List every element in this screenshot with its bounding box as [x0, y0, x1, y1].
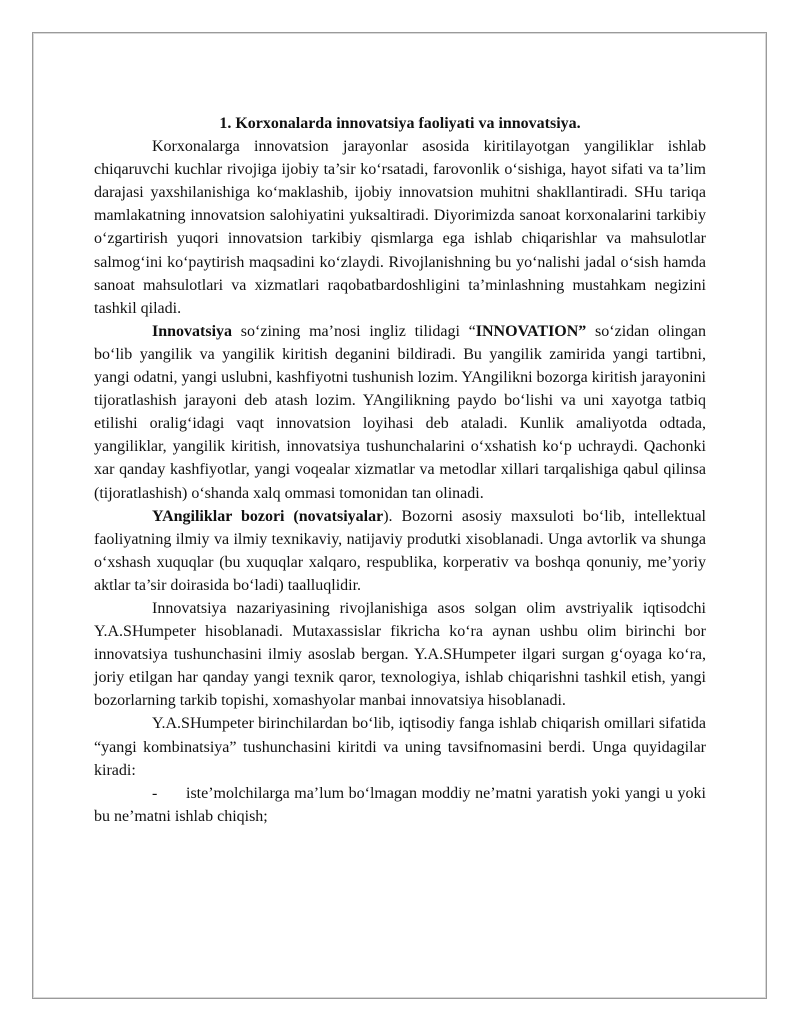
term-innovatsiya: Innovatsiya	[152, 322, 233, 340]
paragraph-text: Korxonalarga innovatsion jarayonlar asosida kiritilayotgan yangiliklar ishlab chiqaruvchi kuchlar rivojiga ijobiy ta’sir ko‘rsatadi, farovonlik o‘sishiga, hayot sifati va ta’lim darajasi yaxshilanishiga ko‘maklashib, ijobiy innovatsion muhitni shakllantiradi. SHu tariqa mamlakatning innovatsion salohiyatini yuksaltiradi. Diyorimizda sanoat korxonalarini tarkibiy o‘zgartirish yuqori innovatsion tarkibiy qismlarga ega ishlab chiqarishlar va mahsulotlar salmog‘ini ko‘paytirish maqsadini ko‘zlaydi. Rivojlanishning bu yo‘nalishi jadal o‘sish hamda sanoat mahsulotlari va xizmatlari raqobatbardoshligini ta’minlashning mustahkam negizini tashkil qiladi.	[94, 138, 706, 317]
paragraph-text: Y.A.SHumpeter birinchilardan bo‘lib, iqtisodiy fanga ishlab chiqarish omillari sifatida “yangi kombinatsiya” tushunchasini kiritdi va uning tavsifnomasini berdi. Unga quyidagilar kiradi:	[94, 715, 706, 779]
term-yangiliklar-bozori: YAngiliklar bozori (novatsiyalar	[152, 507, 384, 525]
term-innovation: INNOVATION”	[475, 322, 587, 340]
paragraph-text: so‘zining ma’nosi ingliz tilidagi “	[232, 322, 476, 340]
section-heading: 1. Korxonalarda innovatsiya faoliyati va innovatsiya.	[219, 115, 581, 132]
list-dash: -	[152, 784, 158, 802]
paragraph-4	[94, 597, 706, 712]
paragraph-text: so‘zidan olingan bo‘lib yangilik va yangilik kiritish deganini bildiradi. Bu yangilik zamirida yangi tartibni, yangi odatni, yangi uslubni, kashfiyotni tushunish lozim. YAngilikni bozorga kiritish jarayonini tijoratlashish jarayoni deb atash lozim. YAngilikning paydo bo‘lishi va uni xayotga tatbiq etilishi oralig‘idagi vaqt innovatsion loyihasi deb ataladi. Kunlik amaliyotda odtada, yangiliklar, yangilik kiritish, innovatsiya tushunchalarini o‘xshatish ko‘p uchraydi. Qachonki xar qanday kashfiyotlar, yangi voqealar xizmatlar va metodlar xillari tarqalishiga qabul qilinsa (tijoratlashish) o‘shanda xalq ommasi tomonidan tan olinadi.	[94, 322, 706, 502]
paragraph-2	[94, 320, 706, 505]
paragraph-text: ). Bozorni asosiy maxsuloti bo‘lib, intellektual faoliyatning ilmiy va ilmiy texnikaviy, natijaviy produtki xisoblanadi. Unga avtorlik va shunga o‘xshash xuquqlar (bu xuquqlar xalqaro, respublika, korperativ va boshqa qonuniy, me’yoriy aktlar ta’sir doirasida bo‘ladi) taalluqlidir.	[94, 507, 706, 594]
list-item-text: iste’molchilarga ma’lum bo‘lmagan moddiy ne’matni yaratish yoki yangi u yoki bu ne’matni ishlab chiqish;	[94, 784, 706, 825]
paragraph-3	[94, 505, 706, 597]
list-item	[94, 782, 706, 828]
document-body	[94, 112, 706, 828]
paragraph-5	[94, 712, 706, 781]
paragraph-1	[94, 135, 706, 320]
paragraph-text: Innovatsiya nazariyasining rivojlanishiga asos solgan olim avstriyalik iqtisodchi Y.A.SHumpeter hisoblanadi. Mutaxassislar fikricha ko‘ra aynan ushbu olim birinchi bor innovatsiya tushunchasini ilmiy asoslab bergan. Y.A.SHumpeter ilgari surgan g‘oyaga ko‘ra, joriy etilgan har qanday yangi texnik qaror, texnologiya, ishlab chiqarishni tashkil etish, yangi bozorlarning tarkib topishi, xomashyolar manbai innovatsiya hisoblanadi.	[94, 599, 706, 710]
